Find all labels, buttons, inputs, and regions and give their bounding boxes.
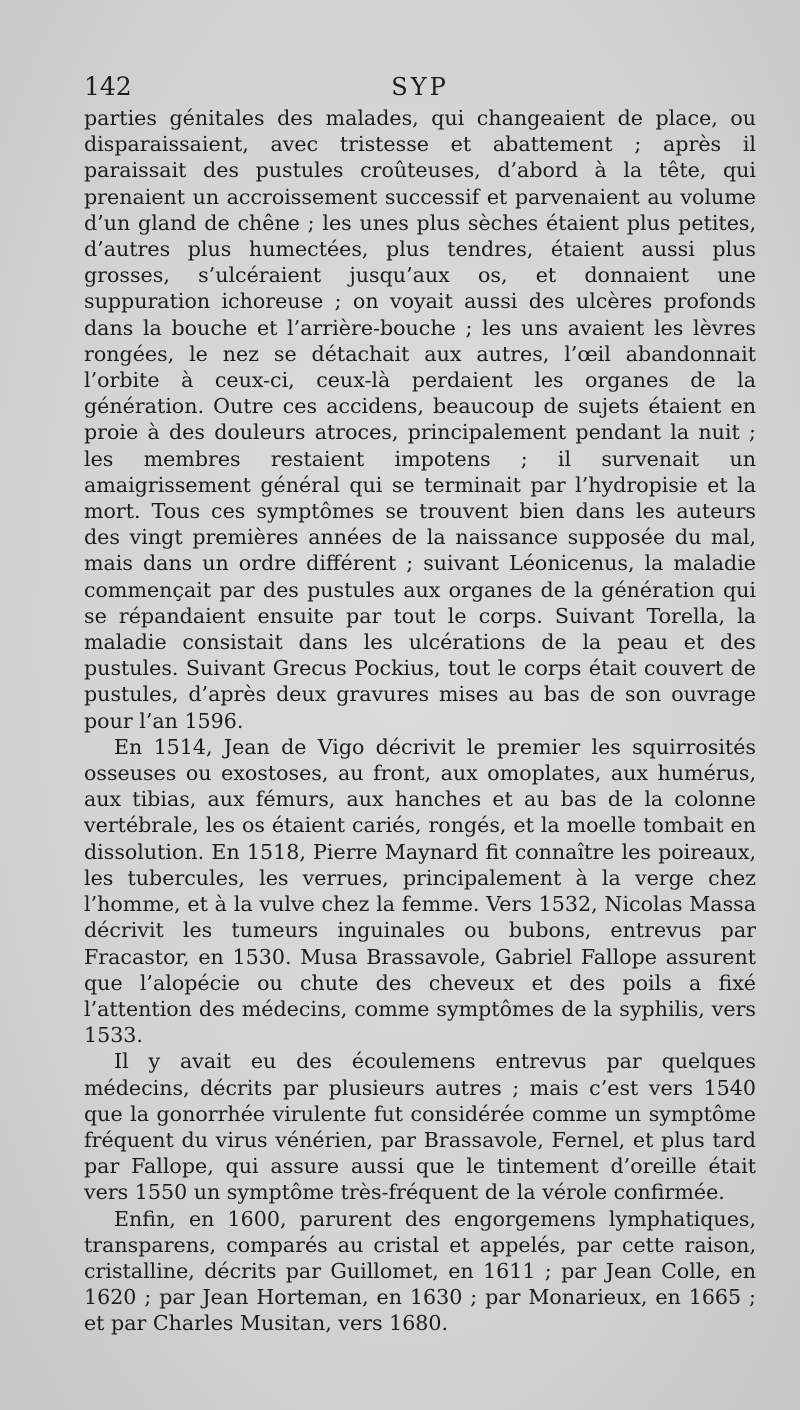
paragraph-3: Il y avait eu des écoulemens entrevus par quelques médecins, décrits par plusieurs autres ; mais c’est vers 1540 que la gonorrhée virulente fut considérée comme un symptôme fréquent du virus vénérien, par Brassavole, Fernel, et plus tard par Fallope, qui assure aussi que le tintement d’oreille était vers 1550 un symptôme très-fréquent de la vérole confirmée. <box>84 1049 756 1205</box>
paragraph-4: Enfin, en 1600, parurent des engorgemens lymphatiques, transparens, comparés au cristal et appelés, par cette raison, cristalline, décrits par Guillomet, en 1611 ; par Jean Colle, en 1620 ; par Jean Horteman, en 1630 ; par Monarieux, en 1665 ; et par Charles Musitan, vers 1680. <box>84 1206 756 1336</box>
body-text <box>84 105 756 1337</box>
paragraph-2: En 1514, Jean de Vigo décrivit le premier les squirrosités osseuses ou exostoses, au front, aux omoplates, aux humérus, aux tibias, aux fémurs, aux hanches et au bas de la colonne vertébrale, les os étaient cariés, rongés, et la moelle tombait en dissolution. En 1518, Pierre Maynard fit connaître les poireaux, les tubercules, les verrues, principalement à la verge chez l’homme, et à la vulve chez la femme. Vers 1532, Nicolas Massa décrivit les tumeurs inguinales ou bubons, entrevus par Fracastor, en 1530. Musa Brassavole, Gabriel Fallope assurent que l’alopécie ou chute des cheveux et des poils a fixé l’attention des médecins, comme symptômes de la syphilis, vers 1533. <box>84 734 756 1048</box>
running-title: SYP <box>391 73 449 101</box>
page-number: 142 <box>84 72 132 101</box>
paragraph-1: parties génitales des malades, qui changeaient de place, ou disparaissaient, avec tristesse et abattement ; après il paraissait des pustules croûteuses, d’abord à la tête, qui prenaient un accroissement successif et parvenaient au volume d’un gland de chêne ; les unes plus sèches étaient plus petites, d’autres plus humectées, plus tendres, étaient aussi plus grosses, s’ulcéraient jusqu’aux os, et donnaient une suppuration ichoreuse ; on voyait aussi des ulcères profonds dans la bouche et l’arrière-bouche ; les uns avaient les lèvres rongées, le nez se détachait aux autres, l’œil abandonnait l’orbite à ceux-ci, ceux-là perdaient les organes de la génération. Outre ces accidens, beaucoup de sujets étaient en proie à des douleurs atroces, principalement pendant la nuit ; les membres restaient impotens ; il survenait un amaigrissement général qui se terminait par l’hydropisie et la mort. Tous ces symptômes se trouvent bien dans les auteurs des vingt premières années de la naissance supposée du mal, mais dans un ordre différent ; suivant Léonicenus, la maladie commençait par des pustules aux organes de la génération qui se répandaient ensuite par tout le corps. Suivant Torella, la maladie consistait dans les ulcérations de la peau et des pustules. Suivant Grecus Pockius, tout le corps était couvert de pustules, d’après deux gravures mises au bas de son ouvrage pour l’an 1596. <box>84 106 756 733</box>
page-header <box>84 70 756 104</box>
